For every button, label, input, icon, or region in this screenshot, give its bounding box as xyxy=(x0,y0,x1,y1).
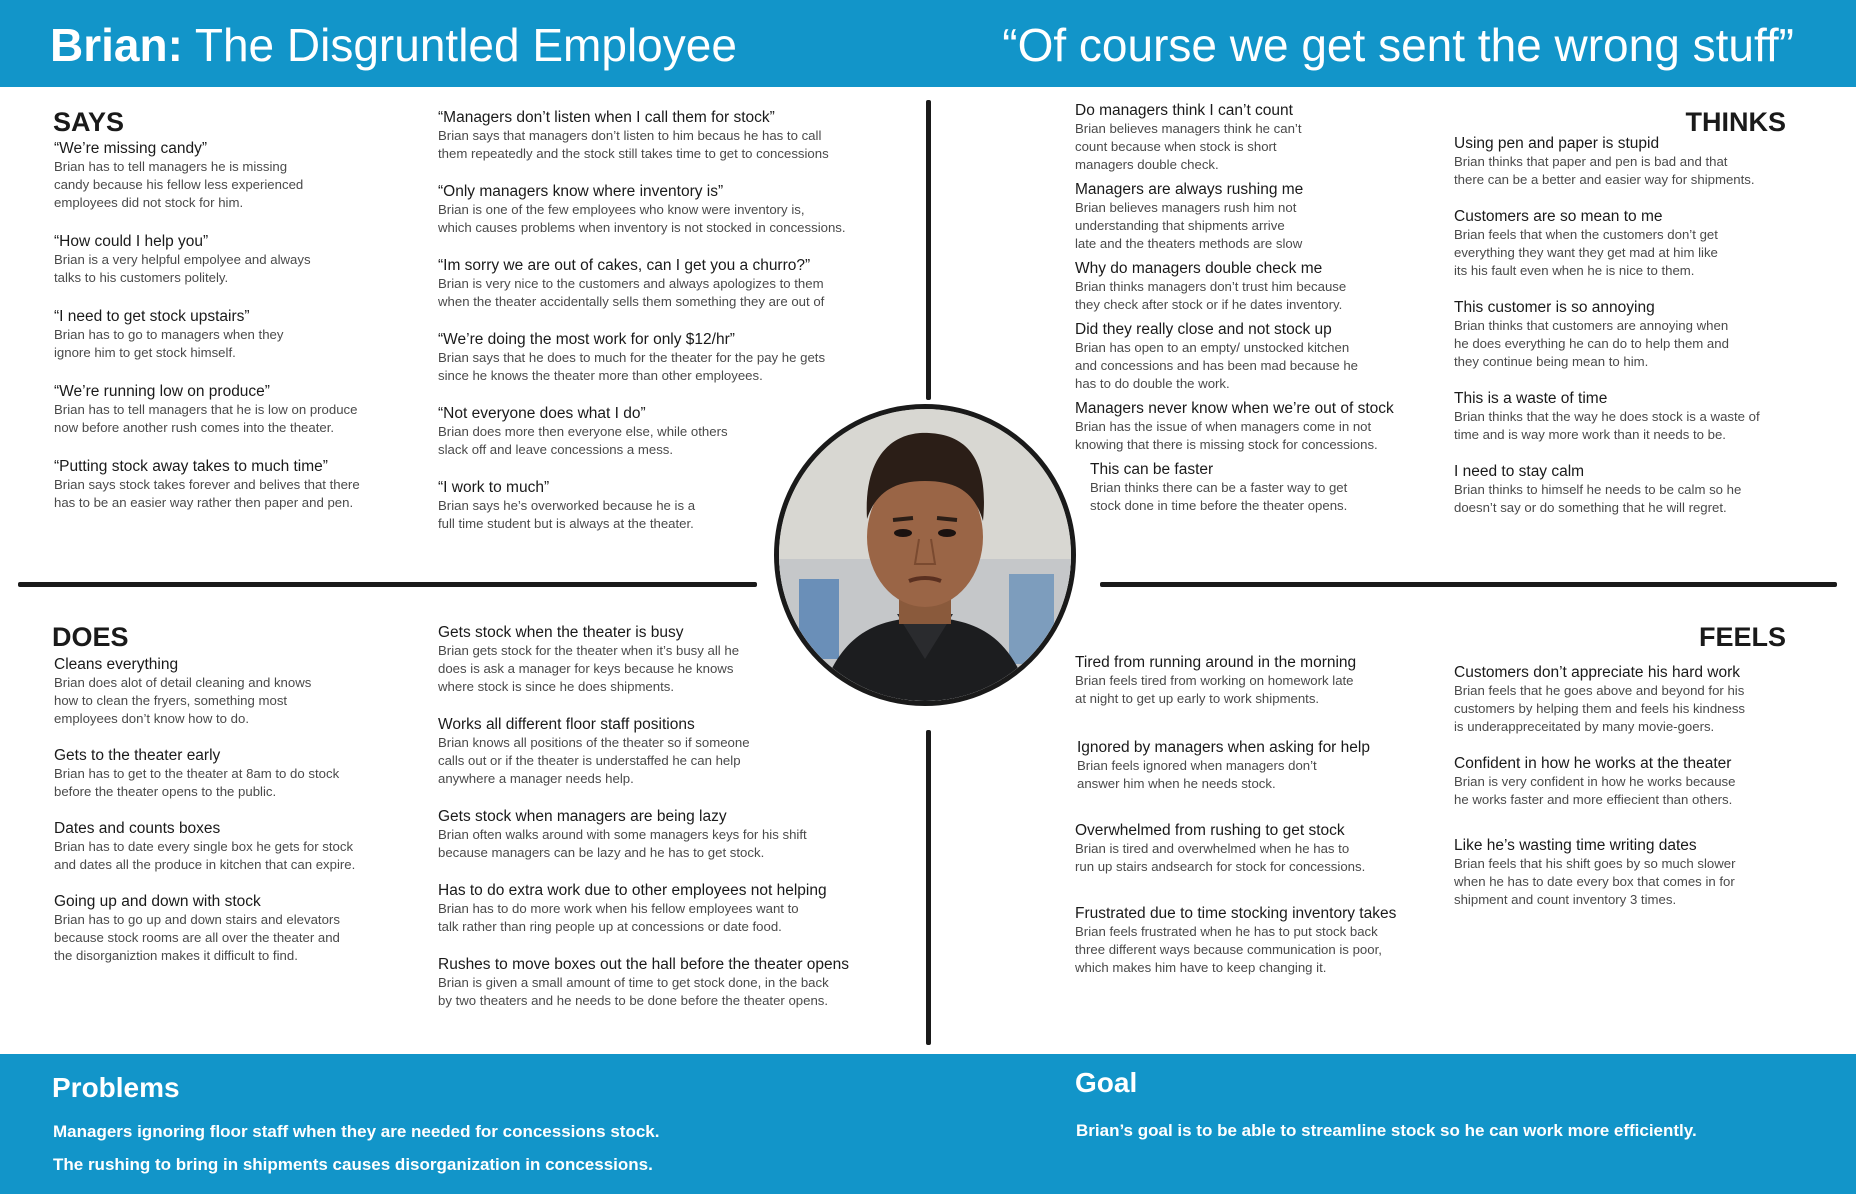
item-title: Customers don’t appreciate his hard work xyxy=(1454,664,1741,681)
item-description: Brian is very confident in how he works because he works faster and more effiecient than others. xyxy=(1454,774,1736,807)
item-title: Cleans everything xyxy=(54,656,179,673)
says-title: SAYS xyxy=(53,107,125,137)
persona-quote: “Of course we get sent the wrong stuff” xyxy=(1002,19,1794,71)
item-description: Brian is tired and overwhelmed when he has to run up stairs andsearch for stock for concessions. xyxy=(1075,841,1366,874)
item-title: Works all different floor staff positions xyxy=(438,716,695,733)
card-item xyxy=(1075,180,1405,253)
card-item xyxy=(54,307,414,362)
card-item xyxy=(1454,836,1794,909)
item-title: “I work to much” xyxy=(438,479,550,496)
problem-item: Managers ignoring floor staff when they are needed for concessions stock. xyxy=(53,1122,660,1141)
item-title: Ignored by managers when asking for help xyxy=(1077,739,1370,756)
item-title: “We’re missing candy” xyxy=(54,140,208,157)
item-title: Gets stock when the theater is busy xyxy=(438,624,684,641)
item-description: Brian feels tired from working on homework late at night to get up early to work shipments. xyxy=(1075,673,1354,706)
item-description: Brian thinks to himself he needs to be calm so he doesn’t say or do something that he will regret. xyxy=(1454,482,1742,515)
item-description: Brian thinks that the way he does stock is a waste of time and is way more work than it needs to be. xyxy=(1454,409,1760,442)
item-description: Brian has to get to the theater at 8am to do stock before the theater opens to the public. xyxy=(54,766,340,799)
card-item xyxy=(1075,320,1405,393)
feels-left-column xyxy=(1075,653,1405,977)
header-banner xyxy=(0,0,1856,87)
item-title: Managers never know when we’re out of stock xyxy=(1075,400,1394,417)
item-title: Using pen and paper is stupid xyxy=(1454,135,1660,152)
item-description: Brian has to tell managers that he is low on produce now before another rush comes into the theater. xyxy=(54,402,358,435)
item-title: “We’re running low on produce” xyxy=(54,383,270,400)
card-item xyxy=(1090,460,1405,515)
item-title: “How could I help you” xyxy=(54,233,209,250)
item-title: Going up and down with stock xyxy=(54,893,261,910)
card-item xyxy=(1075,653,1405,708)
card-item xyxy=(54,457,414,512)
item-description: Brian knows all positions of the theater so if someone calls out or if the theater is understaffed he can help anywhere a manager needs help. xyxy=(438,735,750,786)
item-title: Gets to the theater early xyxy=(54,747,221,764)
card-item xyxy=(1077,738,1405,793)
item-title: “I need to get stock upstairs” xyxy=(54,308,250,325)
item-title: Has to do extra work due to other employees not helping xyxy=(438,882,827,899)
item-description: Brian believes managers rush him not understanding that shipments arrive late and the theaters methods are slow xyxy=(1075,200,1303,251)
card-item xyxy=(1075,399,1405,454)
goal-title: Goal xyxy=(1075,1067,1138,1098)
card-item xyxy=(1454,754,1794,809)
item-title: “Im sorry we are out of cakes, can I get you a churro?” xyxy=(438,257,811,274)
item-title: This is a waste of time xyxy=(1454,390,1608,407)
card-item xyxy=(438,807,878,862)
item-description: Brian believes managers think he can’t count because when stock is short managers double check. xyxy=(1075,121,1302,172)
item-description: Brian says he’s overworked because he is a full time student but is always at the theater. xyxy=(438,498,696,531)
card-item xyxy=(54,382,414,437)
card-item xyxy=(1075,821,1405,876)
item-description: Brian has to go up and down stairs and elevators because stock rooms are all over the theater and the disorganiztion makes it difficult to find. xyxy=(54,912,340,963)
thinks-left-column xyxy=(1075,101,1405,515)
item-description: Brian has to date every single box he gets for stock and dates all the produce in kitchen that can expire. xyxy=(54,839,356,872)
card-item xyxy=(1075,101,1405,174)
item-description: Brian is given a small amount of time to get stock done, in the back by two theaters and he needs to be done before the theater opens. xyxy=(438,975,829,1008)
card-item xyxy=(438,182,878,237)
item-title: “Not everyone does what I do” xyxy=(438,405,646,422)
item-title: Customers are so mean to me xyxy=(1454,208,1663,225)
card-item xyxy=(438,955,878,1010)
thinks-title: THINKS xyxy=(1685,107,1786,137)
item-title: “We’re doing the most work for only $12/hr” xyxy=(438,331,735,348)
card-item xyxy=(54,139,414,212)
item-description: Brian has to go to managers when they ignore him to get stock himself. xyxy=(54,327,284,360)
item-title: Rushes to move boxes out the hall before the theater opens xyxy=(438,956,850,973)
item-description: Brian thinks that customers are annoying when he does everything he can do to help them and they continue being mean to him. xyxy=(1454,318,1729,369)
item-title: Dates and counts boxes xyxy=(54,820,221,837)
item-description: Brian says stock takes forever and belives that there has to be an easier way rather then paper and pen. xyxy=(54,477,360,510)
avatar xyxy=(774,404,1076,706)
card-item xyxy=(1075,259,1405,314)
problems-title: Problems xyxy=(52,1072,180,1103)
item-description: Brian says that managers don’t listen to him becaus he has to call them repeatedly and the stock still takes time to get to concessions xyxy=(438,128,829,161)
item-title: This can be faster xyxy=(1090,461,1214,478)
feels-title: FEELS xyxy=(1698,622,1786,652)
item-title: Confident in how he works at the theater xyxy=(1454,755,1732,772)
item-title: Did they really close and not stock up xyxy=(1075,321,1332,338)
item-title: Like he’s wasting time writing dates xyxy=(1454,837,1697,854)
card-item xyxy=(54,746,414,801)
item-title: Gets stock when managers are being lazy xyxy=(438,808,727,825)
persona-name: Brian: xyxy=(50,19,183,71)
item-title: Overwhelmed from rushing to get stock xyxy=(1075,822,1345,839)
item-description: Brian is one of the few employees who know were inventory is, which causes problems when inventory is not stocked in concessions. xyxy=(438,202,846,235)
card-item xyxy=(438,404,878,459)
card-item xyxy=(1454,663,1794,736)
thinks-right-column xyxy=(1454,134,1794,517)
does-right-column xyxy=(438,623,878,1010)
item-description: Brian feels that his shift goes by so much slower when he has to date every box that comes in for shipment and count inventory 3 times. xyxy=(1454,856,1736,907)
item-title: Do managers think I can’t count xyxy=(1075,102,1293,119)
item-title: Frustrated due to time stocking inventory takes xyxy=(1075,905,1397,922)
card-item xyxy=(1454,207,1794,280)
divider-left xyxy=(18,582,757,587)
item-description: Brian feels that he goes above and beyond for his customers by helping them and feels his kindness is underappreceitated by many movie-goers. xyxy=(1454,683,1746,734)
goal-text: Brian’s goal is to be able to streamline stock so he can work more efficiently. xyxy=(1076,1121,1697,1140)
item-title: Why do managers double check me xyxy=(1075,260,1323,277)
item-description: Brian thinks that paper and pen is bad and that there can be a better and easier way for shipments. xyxy=(1454,154,1755,187)
item-description: Brian has to tell managers he is missing candy because his fellow less experienced employees did not stock for him. xyxy=(54,159,304,210)
card-item xyxy=(1454,389,1794,444)
item-title: “Managers don’t listen when I call them for stock” xyxy=(438,109,775,126)
item-title: I need to stay calm xyxy=(1454,463,1585,480)
item-description: Brian often walks around with some managers keys for his shift because managers can be lazy and he has to get stock. xyxy=(438,827,807,860)
persona-title xyxy=(50,16,737,74)
item-title: This customer is so annoying xyxy=(1454,299,1655,316)
footer-banner xyxy=(0,1054,1856,1194)
item-description: Brian gets stock for the theater when it’s busy all he does is ask a manager for keys because he knows where stock is since he does shipments. xyxy=(438,643,740,694)
card-item xyxy=(54,892,414,965)
item-title: “Only managers know where inventory is” xyxy=(438,183,724,200)
item-description: Brian feels ignored when managers don’t answer him when he needs stock. xyxy=(1077,758,1317,791)
item-description: Brian has open to an empty/ unstocked kitchen and concessions and has been mad because he has to do double the work. xyxy=(1075,340,1359,391)
item-description: Brian thinks there can be a faster way to get stock done in time before the theater opens. xyxy=(1090,480,1348,513)
item-description: Brian does alot of detail cleaning and knows how to clean the fryers, something most employees don’t know how to do. xyxy=(54,675,312,726)
card-item xyxy=(438,881,878,936)
item-description: Brian says that he does to much for the theater for the pay he gets since he knows the theater more than other employees. xyxy=(438,350,826,383)
item-description: Brian is very nice to the customers and always apologizes to them when the theater accidentally sells them something they are out of xyxy=(438,276,825,309)
card-item xyxy=(54,232,414,287)
does-title: DOES xyxy=(52,622,129,652)
card-item xyxy=(54,819,414,874)
card-item xyxy=(1454,462,1794,517)
divider-top xyxy=(926,100,931,400)
feels-right-column xyxy=(1454,663,1794,909)
card-item xyxy=(1454,134,1794,189)
item-description: Brian does more then everyone else, while others slack off and leave concessions a mess. xyxy=(438,424,728,457)
card-item xyxy=(1075,904,1405,977)
avatar-illustration xyxy=(779,409,1071,701)
item-description: Brian feels frustrated when he has to put stock back three different ways because communication is poor, which makes him have to keep changing it. xyxy=(1075,924,1382,975)
item-title: “Putting stock away takes to much time” xyxy=(54,458,328,475)
card-item xyxy=(1454,298,1794,371)
item-description: Brian has to do more work when his fellow employees want to talk rather than ring people up at concessions or date food. xyxy=(438,901,799,934)
card-item xyxy=(54,655,414,728)
problem-item: The rushing to bring in shipments causes disorganization in concessions. xyxy=(53,1155,653,1174)
item-title: Managers are always rushing me xyxy=(1075,181,1304,198)
persona-role: The Disgruntled Employee xyxy=(194,19,737,71)
item-title: Tired from running around in the morning xyxy=(1075,654,1357,671)
item-description: Brian is a very helpful empolyee and always talks to his customers politely. xyxy=(54,252,311,285)
card-item xyxy=(438,330,878,385)
card-item xyxy=(438,715,878,788)
item-description: Brian thinks managers don’t trust him because they check after stock or if he dates inventory. xyxy=(1075,279,1347,312)
does-left-column xyxy=(54,655,414,965)
says-left-column xyxy=(54,139,414,512)
card-item xyxy=(438,108,878,163)
item-description: Brian feels that when the customers don’t get everything they want they get mad at him like its his fault even when he is nice to them. xyxy=(1454,227,1718,278)
card-item xyxy=(438,256,878,311)
divider-right xyxy=(1100,582,1837,587)
item-description: Brian has the issue of when managers come in not knowing that there is missing stock for concessions. xyxy=(1075,419,1378,452)
divider-bottom xyxy=(926,730,931,1045)
